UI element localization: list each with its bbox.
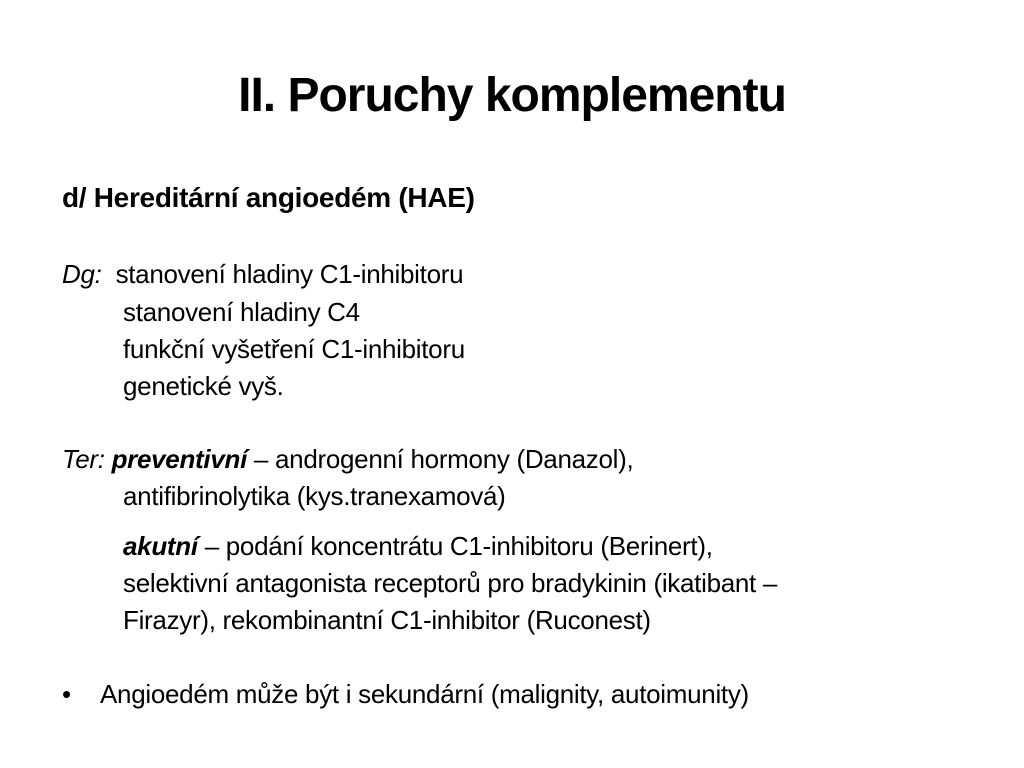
preventive-text-continued: antifibrinolytika (kys.tranexamová) [123,481,506,511]
preventive-text: – androgenní hormony (Danazol), [247,444,634,474]
acute-text-continued: Firazyr), rekombinantní C1-inhibitor (Ruconest) [123,605,651,635]
diagnosis-item: stanovení hladiny C1-inhibitoru [115,259,464,289]
subheading: d/ Hereditární angioedém (HAE) [62,182,475,213]
therapy-label: Ter: [62,444,105,474]
diagnosis-line-1 [62,257,463,291]
diagnosis-label: Dg: [62,259,102,289]
preventive-label: preventivní [111,444,247,474]
bullet-icon: • [62,679,71,709]
bullet-text: Angioedém může být i sekundární (malignity, autoimunity) [100,679,749,709]
acute-line-1 [123,529,713,563]
slide-title: II. Poruchy komplementu [238,69,786,122]
therapy-line-1 [62,442,633,476]
acute-label: akutní [123,531,198,561]
diagnosis-item: funkční vyšetření C1-inhibitoru [123,334,465,364]
diagnosis-item: stanovení hladiny C4 [123,297,360,327]
acute-text: – podání koncentrátu C1-inhibitoru (Berinert), [197,531,713,561]
diagnosis-item: genetické vyš. [123,371,284,401]
acute-text-continued: selektivní antagonista receptorů pro bradykinin (ikatibant – [123,568,778,598]
bullet-item [62,677,749,711]
